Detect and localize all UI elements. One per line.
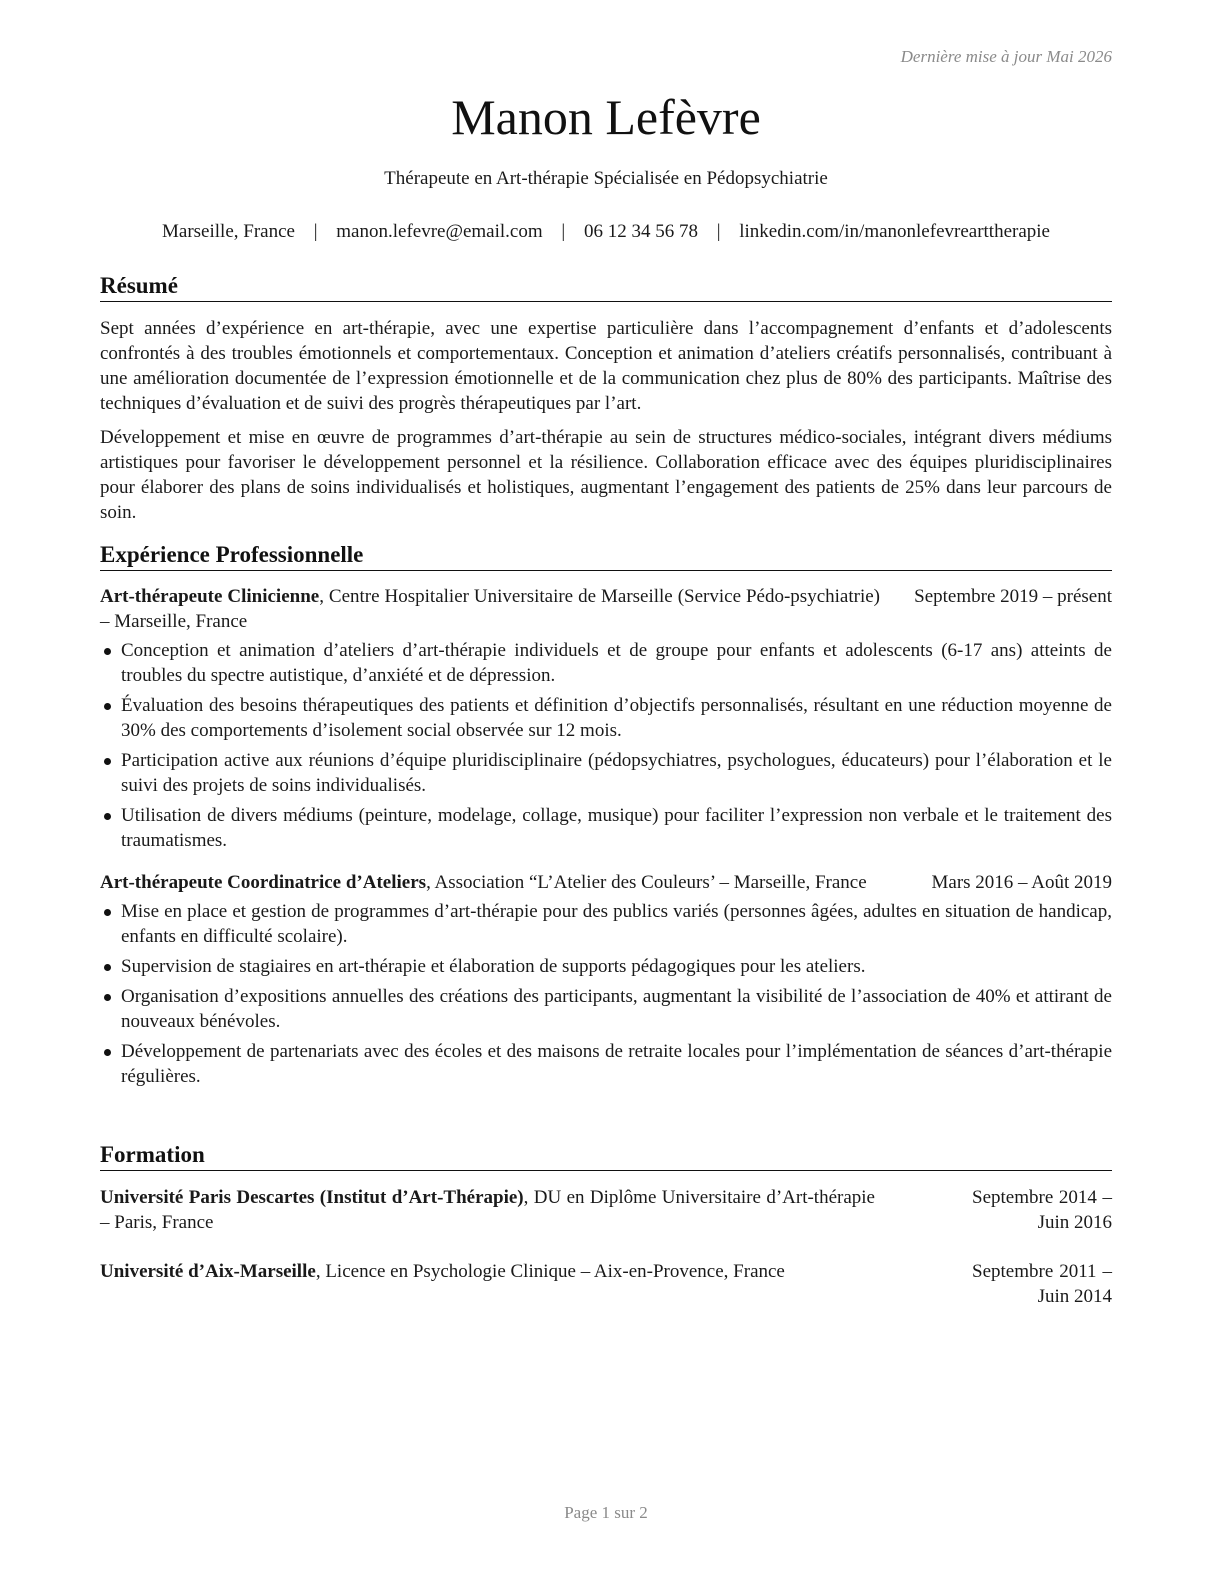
job-header xyxy=(100,870,1112,895)
list-item: Supervision de stagiaires en art-thérapie et élaboration de supports pédagogiques pour les ateliers. xyxy=(100,954,1112,979)
degree-detail: , DU en Diplôme Universitaire d’Art-thérapie – Paris, France xyxy=(100,1187,875,1233)
contact-location: Marseille, France xyxy=(162,221,295,242)
education-section xyxy=(100,1141,1112,1309)
contact-separator: | xyxy=(716,221,721,242)
resume-page xyxy=(100,0,1112,1584)
bullet-icon xyxy=(104,758,111,765)
contact-separator: | xyxy=(313,221,318,242)
job-org: , Centre Hospitalier Universitaire de Marseille (Service Pédo-psychiatrie) – Marseille, France xyxy=(100,586,880,632)
list-item: Évaluation des besoins thérapeutiques des patients et définition d’objectifs personnalisés, résultant en une réduction moyenne de 30% des comportements d’isolement social observée sur 12 mois. xyxy=(100,693,1112,743)
job-dates: Septembre 2019 – présent xyxy=(914,586,1112,607)
job-bullets xyxy=(100,638,1112,853)
bullet-icon xyxy=(104,703,111,710)
job-title-line xyxy=(100,870,885,895)
job-role: Art-thérapeute Coordinatrice d’Ateliers xyxy=(100,872,427,893)
job-bullets xyxy=(100,899,1112,1089)
education-line xyxy=(100,1259,875,1284)
summary-paragraph: Développement et mise en œuvre de programmes d’art-thérapie au sein de structures médico-sociales, intégrant divers médiums artistiques pour favoriser le développement personnel et la résilience. Collaboration efficace avec des équipes pluridisciplinaires pour élaborer des plans de soins individualisés et holistiques, augmentant l’engagement des patients de 25% dans leur parcours de soin. xyxy=(100,427,1112,523)
bullet-icon xyxy=(104,813,111,820)
contact-phone: 06 12 34 56 78 xyxy=(583,221,698,242)
job-role: Art-thérapeute Clinicienne xyxy=(100,586,320,607)
education-entry xyxy=(100,1259,1112,1309)
education-dates: Septembre 2014 – Juin 2016 xyxy=(972,1187,1112,1233)
list-item: Utilisation de divers médiums (peinture, modelage, collage, musique) pour faciliter l’expression non verbale et le traitement des traumatismes. xyxy=(100,803,1112,853)
school-name: Université Paris Descartes (Institut d’Art-Thérapie) xyxy=(100,1187,524,1208)
contact-line xyxy=(80,219,1132,244)
bullet-icon xyxy=(104,909,111,916)
last-updated: Dernière mise à jour Mai 2026 xyxy=(900,47,1112,66)
job-dates: Mars 2016 – Août 2019 xyxy=(931,872,1112,893)
summary-paragraph: Sept années d’expérience en art-thérapie, avec une expertise particulière dans l’accompagnement d’enfants et d’adolescents confrontés à des troubles émotionnels et comportementaux. Conception et animation d’ateliers créatifs personnalisés, contribuant à une amélioration documentée de l’expression émotionnelle et de la communication chez plus de 80% des participants. Maîtrise des techniques d’évaluation et de suivi des progrès thérapeutiques par l’art. xyxy=(100,318,1112,414)
education-entry xyxy=(100,1185,1112,1235)
job-header xyxy=(100,584,1112,634)
list-item: Organisation d’expositions annuelles des créations des participants, augmentant la visibilité de l’association de 40% et attirant de nouveaux bénévoles. xyxy=(100,984,1112,1034)
bullet-icon xyxy=(104,994,111,1001)
list-item: Développement de partenariats avec des écoles et des maisons de retraite locales pour l’implémentation de séances d’art-thérapie régulières. xyxy=(100,1039,1112,1089)
section-heading: Résumé xyxy=(100,272,1112,302)
job-title: Thérapeute en Art-thérapie Spécialisée en Pédopsychiatrie xyxy=(384,168,828,189)
contact-separator: | xyxy=(561,221,566,242)
degree-detail: , Licence en Psychologie Clinique – Aix-en-Provence, France xyxy=(315,1261,785,1282)
job-org: , Association “L’Atelier des Couleurs’ – Marseille, France xyxy=(426,872,867,893)
list-item: Mise en place et gestion de programmes d’art-thérapie pour des publics variés (personnes âgées, adultes en situation de handicap, enfants en difficulté scolaire). xyxy=(100,899,1112,949)
person-name: Manon Lefèvre xyxy=(451,89,761,145)
school-name: Université d’Aix-Marseille xyxy=(100,1261,316,1282)
education-line xyxy=(100,1185,875,1235)
summary-section xyxy=(100,272,1112,525)
page-number: Page 1 sur 2 xyxy=(564,1503,648,1522)
job-title-line xyxy=(100,584,880,634)
section-heading: Formation xyxy=(100,1141,1112,1171)
education-dates: Septembre 2011 – Juin 2014 xyxy=(972,1261,1112,1307)
bullet-icon xyxy=(104,648,111,655)
list-item: Conception et animation d’ateliers d’art-thérapie individuels et de groupe pour enfants et adolescents (6-17 ans) atteints de troubles du spectre autistique, d’anxiété et de dépression. xyxy=(100,638,1112,688)
list-item: Participation active aux réunions d’équipe pluridisciplinaire (pédopsychiatres, psychologues, éducateurs) pour l’élaboration et le suivi des projets de soins individualisés. xyxy=(100,748,1112,798)
bullet-icon xyxy=(104,1049,111,1056)
job-entry xyxy=(100,870,1112,1089)
contact-linkedin[interactable]: linkedin.com/in/manonlefevrearttherapie xyxy=(739,221,1050,242)
job-entry xyxy=(100,584,1112,853)
section-heading: Expérience Professionnelle xyxy=(100,541,1112,571)
experience-section xyxy=(100,541,1112,1094)
bullet-icon xyxy=(104,964,111,971)
contact-email[interactable]: manon.lefevre@email.com xyxy=(336,221,543,242)
